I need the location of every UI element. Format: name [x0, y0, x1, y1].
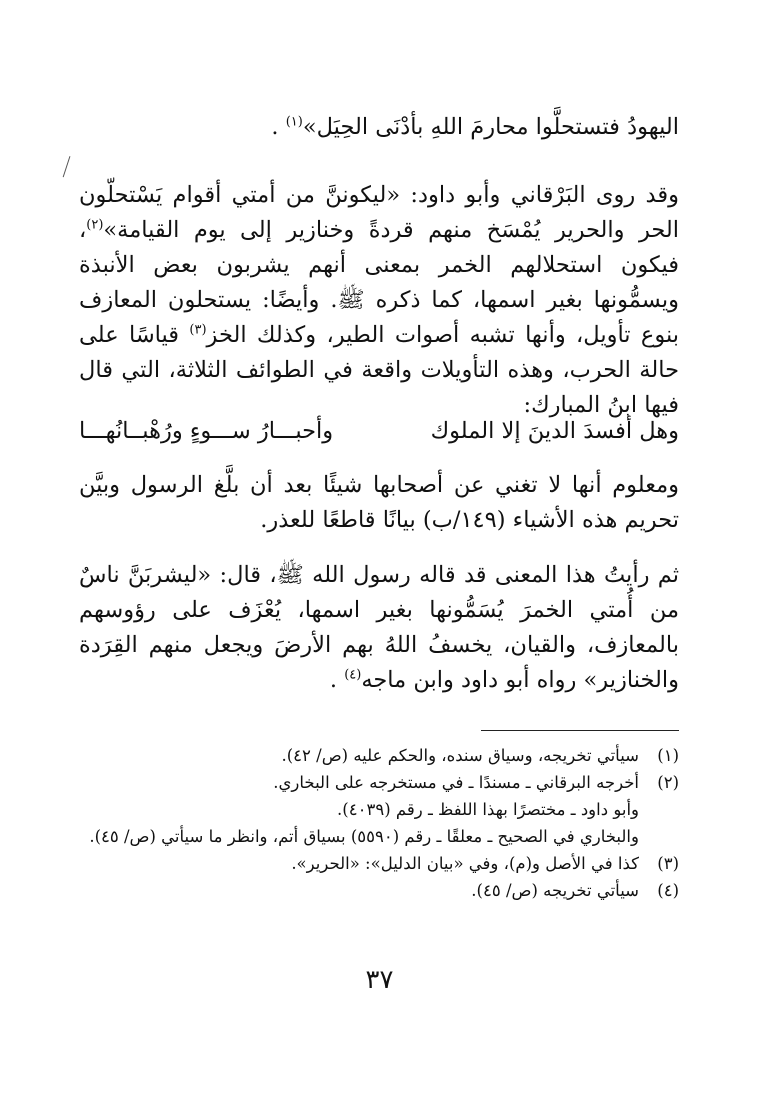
- footnote-item: [79, 742, 679, 769]
- footnote-text: سيأتي تخريجه، وسياق سنده، والحكم عليه (ص/ ٤٢).: [281, 746, 639, 765]
- footnote-text: كذا في الأصل و(م)، وفي «بيان الدليل»: «الحرير».: [291, 854, 639, 873]
- footnote-ref: (٤): [344, 667, 362, 683]
- footnote-text: سيأتي تخريجه (ص/ ٤٥).: [471, 881, 639, 900]
- poem-first-hemistich: وهل أفسدَ الدينَ إلا الملوك: [430, 418, 679, 444]
- footnote-separator: [481, 730, 679, 731]
- paragraph-text: ثم رأيتُ هذا المعنى قد قاله رسول الله ﷺ، قال: «ليشربَنَّ ناسٌ من أُمتي الخمرَ يُسَمُّونها بغير اسمها، يُعْزَف على رؤوسهم بالمعازف، والقيان، يخسفُ اللهُ بهم الأرضَ ويجعل منهم القِرَدة والخنازير» رواه أبو داود وابن ماجه: [79, 562, 679, 693]
- footnote-item: [79, 877, 679, 904]
- paragraph-text: اليهودُ فتستحلَّوا محارمَ اللهِ بأدْنَى الحِيَل»: [302, 114, 679, 140]
- footnote-text: أخرجه البرقاني ـ مسندًا ـ في مستخرجه على البخاري.: [273, 773, 639, 792]
- paragraph-text: ومعلوم أنها لا تغني عن أصحابها شيئًا بعد أن بلَّغ الرسول وبيَّن تحريم هذه الأشياء (١٤٩/ب) بيانًا قاطعًا للعذر.: [79, 472, 679, 533]
- poem-verse: [79, 414, 679, 449]
- footnote-ref: (٢): [86, 217, 104, 233]
- footnote-number: (٤): [657, 881, 679, 900]
- footnote-continuation: [79, 823, 679, 850]
- paragraph-continuation: اليهودُ فتستحلَّوا محارمَ اللهِ بأدْنَى الحِيَل»$^{(١)}$ .: [271, 114, 679, 140]
- footnote-item: [79, 850, 679, 877]
- footnote-text: وأبو داود ـ مختصرًا بهذا اللفظ ـ رقم (٤٠٣٩).: [337, 800, 639, 819]
- footnote-ref: (٣): [189, 322, 207, 338]
- paragraph-explanation: [79, 468, 679, 538]
- footnote-text: والبخاري في الصحيح ـ معلقًا ـ رقم (٥٥٩٠) بسياق أتم، وانظر ما سيأتي (ص/ ٤٥).: [89, 827, 639, 846]
- footnote-number: (١): [657, 746, 679, 765]
- footnote-number: (٣): [657, 854, 679, 873]
- footnote-continuation: [79, 796, 679, 823]
- paragraph-text: ، فيكون استحلالهم الخمر بمعنى أنهم يشربون بعض الأنبذة ويسمُّونها بغير اسمها، كما ذكره ﷺ. وأيضًا: يستحلون المعازف بنوع تأويل، وأنها تشبه أصوات الطير، وكذلك الخز: [79, 217, 679, 348]
- margin-mark: [63, 156, 73, 178]
- paragraph-text: قياسًا على حالة الحرب، وهذه التأويلات واقعة في الطوائف الثلاثة، التي قال فيها ابنُ المبارك:: [79, 322, 679, 418]
- paragraph-hadith-barqani: [79, 178, 679, 423]
- paragraph-text: وقد روى البَرْقاني وأبو داود: «ليكوننَّ من أمتي أقوام يَسْتحلّون الحر والحرير يُمْسَخ منهم قردةً وخنازير إلى يوم القيامة»: [79, 182, 679, 243]
- paragraph-hadith-khamr: ثم رأيتُ هذا المعنى قد قاله رسول الله ﷺ، قال: «ليشربَنَّ ناسٌ من أُمتي الخمرَ يُسَمُّونها بغير اسمها، يُعْزَف على رؤوسهم بالمعازف، والقيان، يخسفُ اللهُ بهم الأرضَ ويجعل منهم القِرَدة والخنازير» رواه أبو داود وابن ماجه$^{(٤)}$ .: [79, 562, 679, 693]
- footnote-ref: (١): [285, 114, 303, 130]
- footnotes: [79, 742, 679, 904]
- footnote-item: [79, 769, 679, 796]
- page-number: ٣٧: [365, 965, 394, 995]
- footnote-number: (٢): [657, 773, 679, 792]
- poem-second-hemistich: وأحبـــارُ ســـوءٍ ورُهْبــانُهـــا: [79, 418, 334, 444]
